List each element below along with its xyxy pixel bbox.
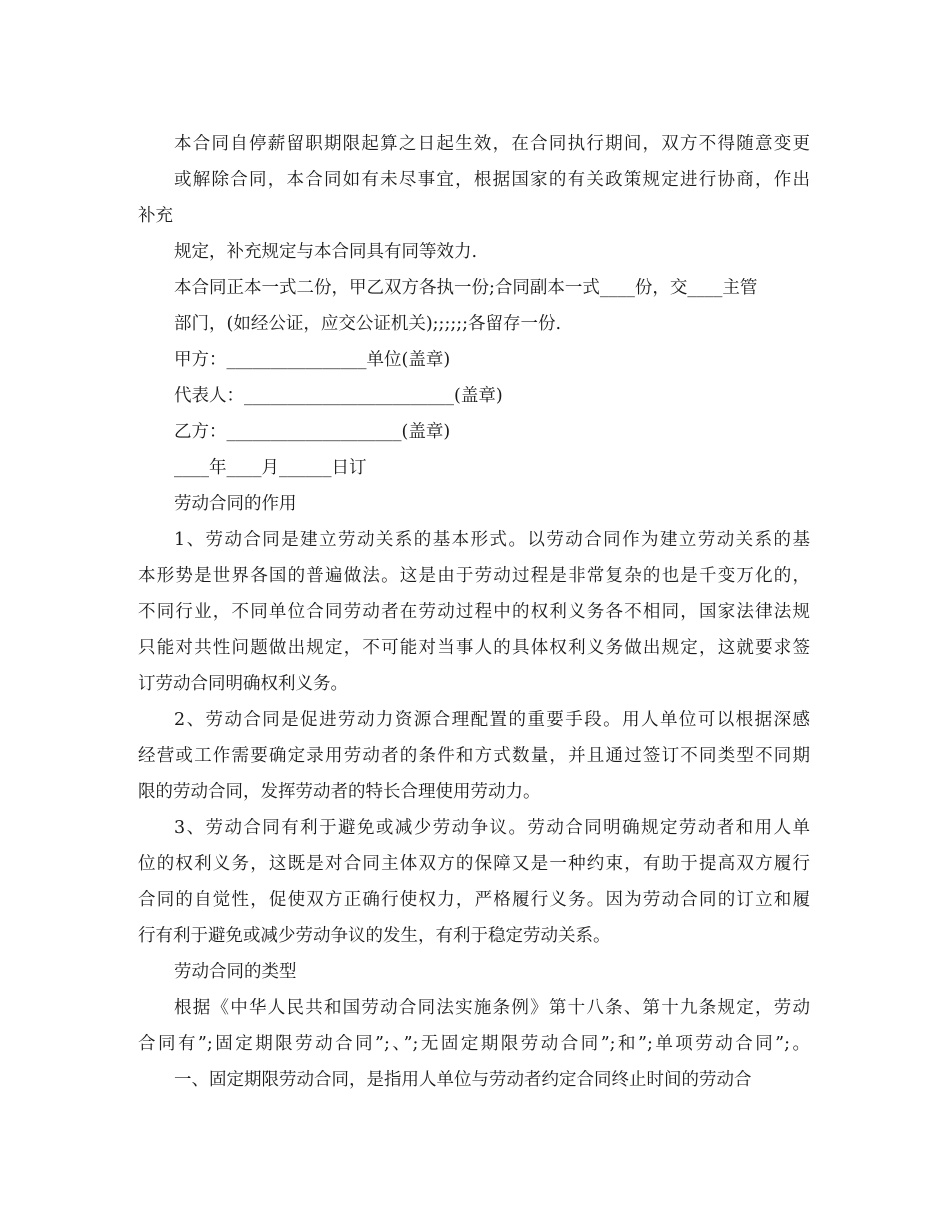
signature-representative: 代表人：________________________(盖章) [174, 386, 503, 406]
signature-date: ____年____月______日订 [174, 458, 367, 478]
text-line: 2、劳动合同是促进劳动力资源合理配置的重要手段。用人单位可以根据深感 [174, 710, 810, 730]
text-line: 合同有”;固定期限劳动合同”;、”;无固定期限劳动合同”;和”;单项劳动合同”;。 [138, 1034, 810, 1054]
text-line: 1、劳动合同是建立劳动关系的基本形式。以劳动合同作为建立劳动关系的基 [174, 530, 810, 550]
section-heading: 劳动合同的类型 [174, 962, 297, 982]
text-line: 部门，(如经公证，应交公证机关);;;;;;各留存一份. [174, 314, 562, 334]
text-line: 行有利于避免或减少劳动争议的发生，有利于稳定劳动关系。 [138, 926, 611, 946]
text-line: 本形势是世界各国的普遍做法。这是由于劳动过程是非常复杂的也是千变万化的， [138, 566, 810, 586]
text-line: 本合同正本一式二份，甲乙双方各执一份;合同副本一式____份，交____主管 [174, 278, 758, 298]
text-line: 只能对共性问题做出规定，不可能对当事人的具体权利义务做出规定，这就要求签 [138, 638, 810, 658]
text-line: 或解除合同，本合同如有未尽事宜，根据国家的有关政策规定进行协商，作出 [174, 170, 810, 190]
text-line: 经营或工作需要确定录用劳动者的条件和方式数量，并且通过签订不同类型不同期 [138, 746, 810, 766]
text-line: 规定，补充规定与本合同具有同等效力. [174, 242, 478, 262]
text-line: 订劳动合同明确权利义务。 [138, 674, 348, 694]
signature-party-b: 乙方：____________________(盖章) [174, 422, 451, 442]
text-line: 补充 [138, 206, 173, 226]
signature-party-a: 甲方：________________单位(盖章) [174, 350, 451, 370]
text-line: 本合同自停薪留职期限起算之日起生效，在合同执行期间，双方不得随意变更 [174, 134, 810, 154]
text-line: 不同行业，不同单位合同劳动者在劳动过程中的权利义务各不相同，国家法律法规 [138, 602, 810, 622]
text-line: 一、固定期限劳动合同，是指用人单位与劳动者约定合同终止时间的劳动合 [174, 1070, 752, 1090]
text-line: 根据《中华人民共和国劳动合同法实施条例》第十八条、第十九条规定，劳动 [174, 998, 810, 1018]
text-line: 3、劳动合同有利于避免或减少劳动争议。劳动合同明确规定劳动者和用人单 [174, 818, 810, 838]
document-body [138, 126, 810, 1098]
text-line: 合同的自觉性，促使双方正确行使权力，严格履行义务。因为劳动合同的订立和履 [138, 890, 810, 910]
text-line: 限的劳动合同，发挥劳动者的特长合理使用劳动力。 [138, 782, 541, 802]
section-heading: 劳动合同的作用 [174, 494, 297, 514]
text-line: 位的权利义务，这既是对合同主体双方的保障又是一种约束，有助于提高双方履行 [138, 854, 810, 874]
